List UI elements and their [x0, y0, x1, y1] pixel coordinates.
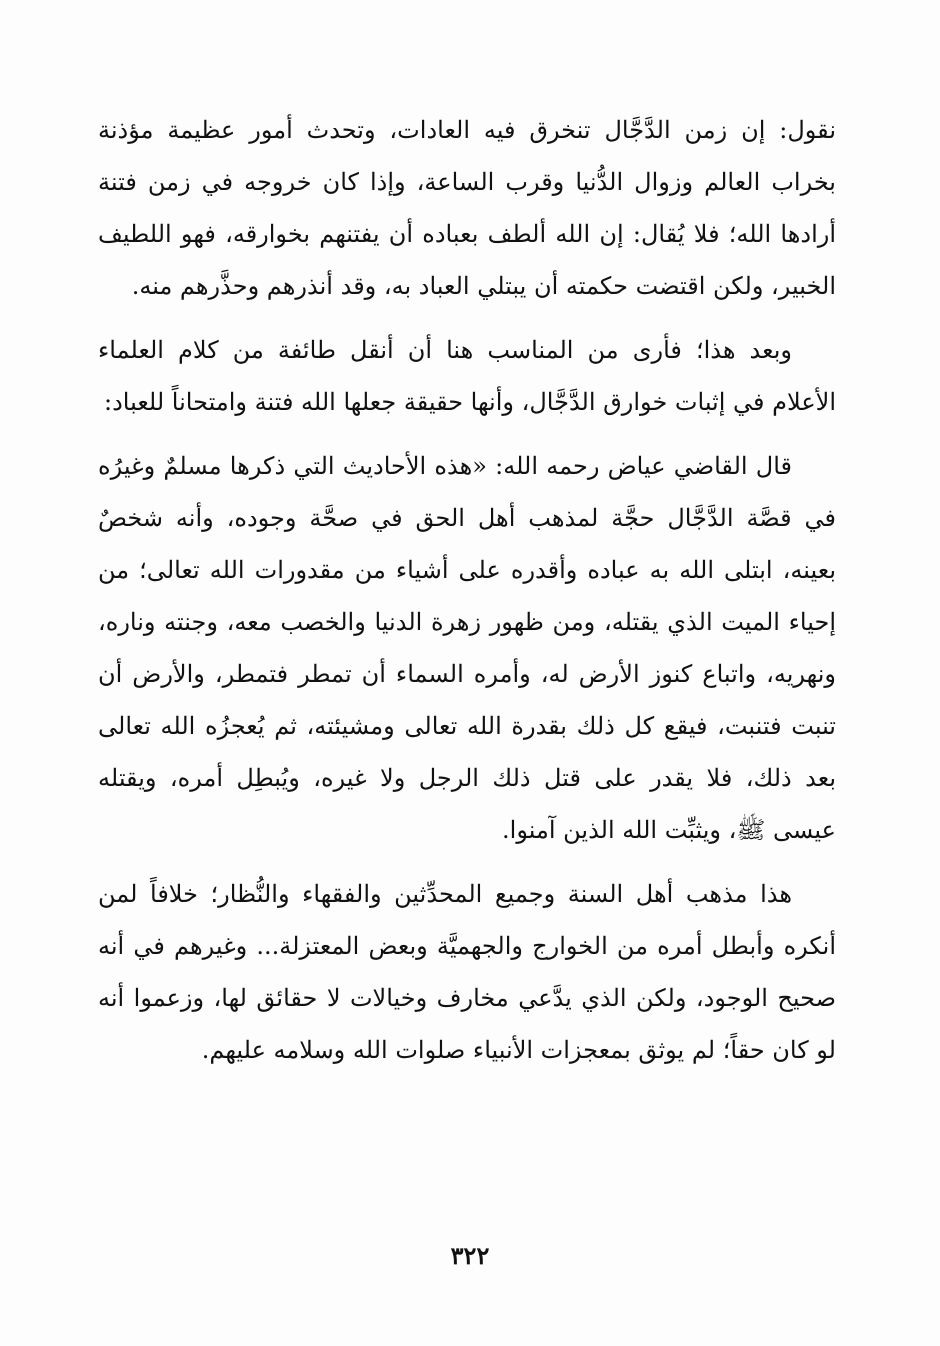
paragraph-3: قال القاضي عياض رحمه الله: «هذه الأحاديث التي ذكرها مسلمٌ وغيرُه في قصَّة الدَّجَّال حجَّة لمذهب أهل الحق في صحَّة وجوده، وأنه شخصٌ بعينه، ابتلى الله به عباده وأقدره على أشياء من مقدورات الله تعالى؛ من إحياء الميت الذي يقتله، ومن ظهور زهرة الدنيا والخصب معه، وجنته وناره، ونهريه، واتباع كنوز الأرض له، وأمره السماء أن تمطر فتمطر، والأرض أن تنبت فتنبت، فيقع كل ذلك بقدرة الله تعالى ومشيئته، ثم يُعجزُه الله تعالى بعد ذلك، فلا يقدر على قتل ذلك الرجل ولا غيره، ويُبطِل أمره، ويقتله عيسى ﷺ، ويثبِّت الله الذين آمنوا. — [98, 452, 836, 844]
body-text — [98, 104, 836, 1088]
paragraph-1: نقول: إن زمن الدَّجَّال تنخرق فيه العادات، وتحدث أمور عظيمة مؤذنة بخراب العالم وزوال الدُّنيا وقرب الساعة، وإذا كان خروجه في زمن فتنة أرادها الله؛ فلا يُقال: إن الله ألطف بعباده أن يفتنهم بخوارقه، فهو اللطيف الخبير، ولكن اقتضت حكمته أن يبتلي العباد به، وقد أنذرهم وحذَّرهم منه. — [98, 116, 836, 300]
page-number: ٣٢٢ — [450, 1241, 490, 1270]
paragraph-4: هذا مذهب أهل السنة وجميع المحدِّثين والفقهاء والنُّظار؛ خلافاً لمن أنكره وأبطل أمره من الخوارج والجهميَّة وبعض المعتزلة... وغيرهم في أنه صحيح الوجود، ولكن الذي يدَّعي مخارف وخيالات لا حقائق لها، وزعموا أنه لو كان حقاً؛ لم يوثق بمعجزات الأنبياء صلوات الله وسلامه عليهم. — [98, 880, 836, 1064]
paragraph-2: وبعد هذا؛ فأرى من المناسب هنا أن أنقل طائفة من كلام العلماء الأعلام في إثبات خوارق الدَّجَّال، وأنها حقيقة جعلها الله فتنة وامتحاناً للعباد: — [98, 336, 836, 416]
